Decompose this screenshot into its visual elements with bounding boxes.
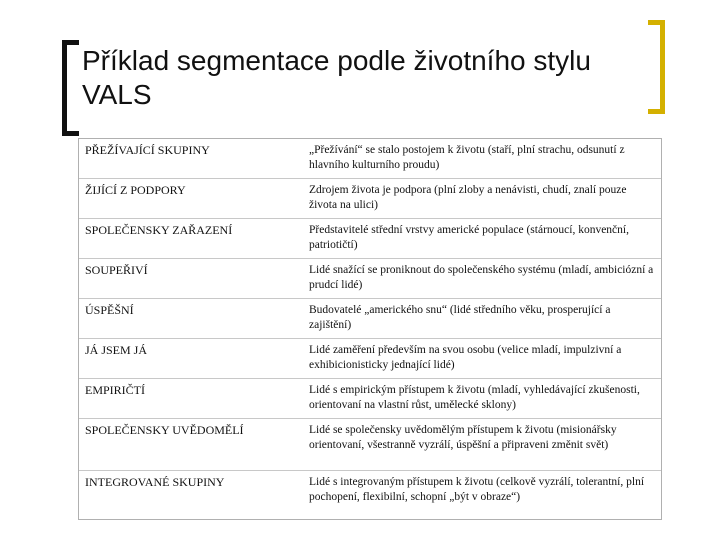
table-row bbox=[79, 179, 661, 219]
table-row bbox=[79, 419, 661, 471]
segment-name: ÚSPĚŠNÍ bbox=[85, 303, 134, 317]
segment-description: Budovatelé „amerického snu“ (lidé středního věku, prosperující a zajištění) bbox=[309, 304, 611, 331]
table-row bbox=[79, 339, 661, 379]
segment-name: PŘEŽÍVAJÍCÍ SKUPINY bbox=[85, 143, 210, 157]
segment-description: Lidé s integrovaným přístupem k životu (celkově vyzrálí, tolerantní, plní pochopení, flexibilní, schopní „být v obraze“) bbox=[309, 476, 645, 503]
segment-description: Lidé zaměření především na svou osobu (velice mladí, impulzivní a exhibicionisticky jednající lidé) bbox=[309, 344, 622, 371]
segment-name: SPOLEČENSKY UVĚDOMĚLÍ bbox=[85, 423, 244, 437]
segment-name: JÁ JSEM JÁ bbox=[85, 343, 148, 357]
segment-description: Lidé se společensky uvědomělým přístupem k životu (misionářsky orientovaní, všestranně vyzrálí, úspěšní a připraveni změnit svět) bbox=[309, 424, 617, 451]
segmentation-table bbox=[78, 138, 662, 520]
slide-title: Příklad segmentace podle životního stylu VALS bbox=[82, 45, 591, 110]
table-row bbox=[79, 379, 661, 419]
segment-description: Představitelé střední vrstvy americké populace (stárnoucí, konvenční, patriotičtí) bbox=[309, 224, 629, 251]
table-row bbox=[79, 299, 661, 339]
table-row bbox=[79, 219, 661, 259]
segment-name: SPOLEČENSKY ZAŘAZENÍ bbox=[85, 223, 233, 237]
segment-description: Lidé s empirickým přístupem k životu (mladí, vyhledávající zkušenosti, orientovaní na vlastní růst, umělecké sklony) bbox=[309, 384, 640, 411]
segment-description: Zdrojem života je podpora (plní zloby a nenávisti, chudí, znalí pouze života na ulici) bbox=[309, 184, 627, 211]
table-row bbox=[79, 139, 661, 179]
segment-name: SOUPEŘIVÍ bbox=[85, 263, 148, 277]
segment-name: INTEGROVANÉ SKUPINY bbox=[85, 475, 225, 489]
segment-name: EMPIRIČTÍ bbox=[85, 383, 145, 397]
table-row bbox=[79, 471, 661, 521]
segment-description: „Přežívání“ se stalo postojem k životu (staří, plní strachu, odsunutí z hlavního kulturního proudu) bbox=[309, 144, 625, 171]
table-row bbox=[79, 259, 661, 299]
segment-name: ŽIJÍCÍ Z PODPORY bbox=[85, 183, 186, 197]
segment-description: Lidé snažící se proniknout do společenského systému (mladí, ambiciózní a prudcí lidé) bbox=[309, 264, 654, 291]
left-bracket-decoration bbox=[62, 40, 79, 136]
right-bracket-decoration bbox=[648, 20, 665, 114]
